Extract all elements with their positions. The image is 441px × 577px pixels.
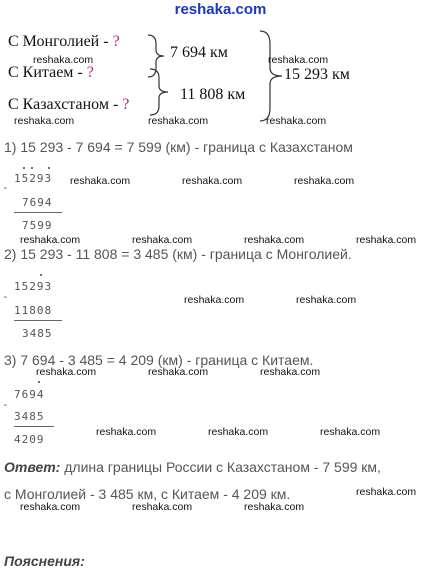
sum-mongolia-china: 7 694 км — [170, 44, 228, 61]
watermark: reshaka.com — [356, 234, 417, 246]
brace-china-kazakhstan — [148, 68, 172, 116]
watermark: reshaka.com — [244, 234, 305, 246]
watermark: reshaka.com — [184, 294, 245, 306]
answer-line-1 — [4, 459, 381, 475]
step-2-top: 15293 — [14, 280, 53, 293]
watermark: reshaka.com — [294, 175, 355, 187]
watermark: reshaka.com — [36, 366, 97, 378]
scheme-china-row — [8, 64, 94, 82]
watermark: reshaka.com — [296, 294, 357, 306]
question-mark: ? — [112, 33, 120, 50]
step-3-equation: 3) 7 694 - 3 485 = 4 209 (км) - граница с Китаем. — [4, 352, 314, 368]
scheme-kazakhstan-label: С Казахстаном - — [8, 96, 119, 113]
step-3-bottom: 3485 — [14, 410, 45, 423]
watermark: reshaka.com — [33, 54, 94, 66]
watermark: reshaka.com — [268, 54, 329, 66]
answer-text-1: длина границы России с Казахстаном - 7 599 км, — [60, 459, 381, 475]
watermark: reshaka.com — [260, 366, 321, 378]
watermark: reshaka.com — [266, 115, 327, 127]
watermark: reshaka.com — [148, 115, 209, 127]
step-3-minus: - — [2, 398, 10, 411]
scheme-china-label: С Китаем - — [8, 64, 83, 81]
step-3-top: 7694 — [14, 388, 45, 401]
question-mark: ? — [122, 96, 130, 113]
watermark: reshaka.com — [20, 501, 81, 513]
step-1-minus: - — [2, 181, 10, 194]
answer-label: Ответ: — [4, 459, 61, 475]
watermark: reshaka.com — [132, 501, 193, 513]
step-1-top: 15293 — [14, 172, 53, 185]
watermark: reshaka.com — [70, 175, 131, 187]
watermark: reshaka.com — [14, 115, 75, 127]
sum-china-kazakhstan: 11 808 км — [180, 86, 246, 103]
watermark: reshaka.com — [208, 426, 269, 438]
step-2-equation: 2) 15 293 - 11 808 = 3 485 (км) - граница с Монголией. — [4, 246, 352, 262]
watermark: reshaka.com — [182, 175, 243, 187]
step-1-bottom: 7694 — [22, 196, 53, 209]
watermark: reshaka.com — [20, 234, 81, 246]
watermark: reshaka.com — [244, 501, 305, 513]
step-1-equation: 1) 15 293 - 7 694 = 7 599 (км) - граница с Казахстаном — [4, 139, 353, 155]
step-2-minus: - — [2, 290, 10, 303]
step-2-result: 3485 — [22, 327, 53, 340]
question-mark: ? — [86, 64, 94, 81]
watermark: reshaka.com — [148, 366, 209, 378]
watermark: reshaka.com — [96, 426, 157, 438]
step-2-bottom: 11808 — [14, 304, 53, 317]
scheme-kazakhstan-row — [8, 96, 129, 114]
explanations-label: Пояснения: — [4, 553, 85, 569]
scheme-mongolia-label: С Монголией - — [8, 33, 109, 50]
step-3-result: 4209 — [14, 433, 45, 446]
sum-total: 15 293 км — [284, 66, 350, 83]
brace-total — [258, 30, 286, 122]
scheme-mongolia-row — [8, 33, 120, 51]
watermark: reshaka.com — [320, 426, 381, 438]
watermark: reshaka.com — [356, 486, 417, 498]
site-title[interactable]: reshaka.com — [174, 1, 267, 18]
answer-line-2: с Монголией - 3 485 км, с Китаем - 4 209 км. — [4, 486, 291, 502]
watermark: reshaka.com — [132, 234, 193, 246]
step-1-result: 7599 — [22, 219, 53, 232]
